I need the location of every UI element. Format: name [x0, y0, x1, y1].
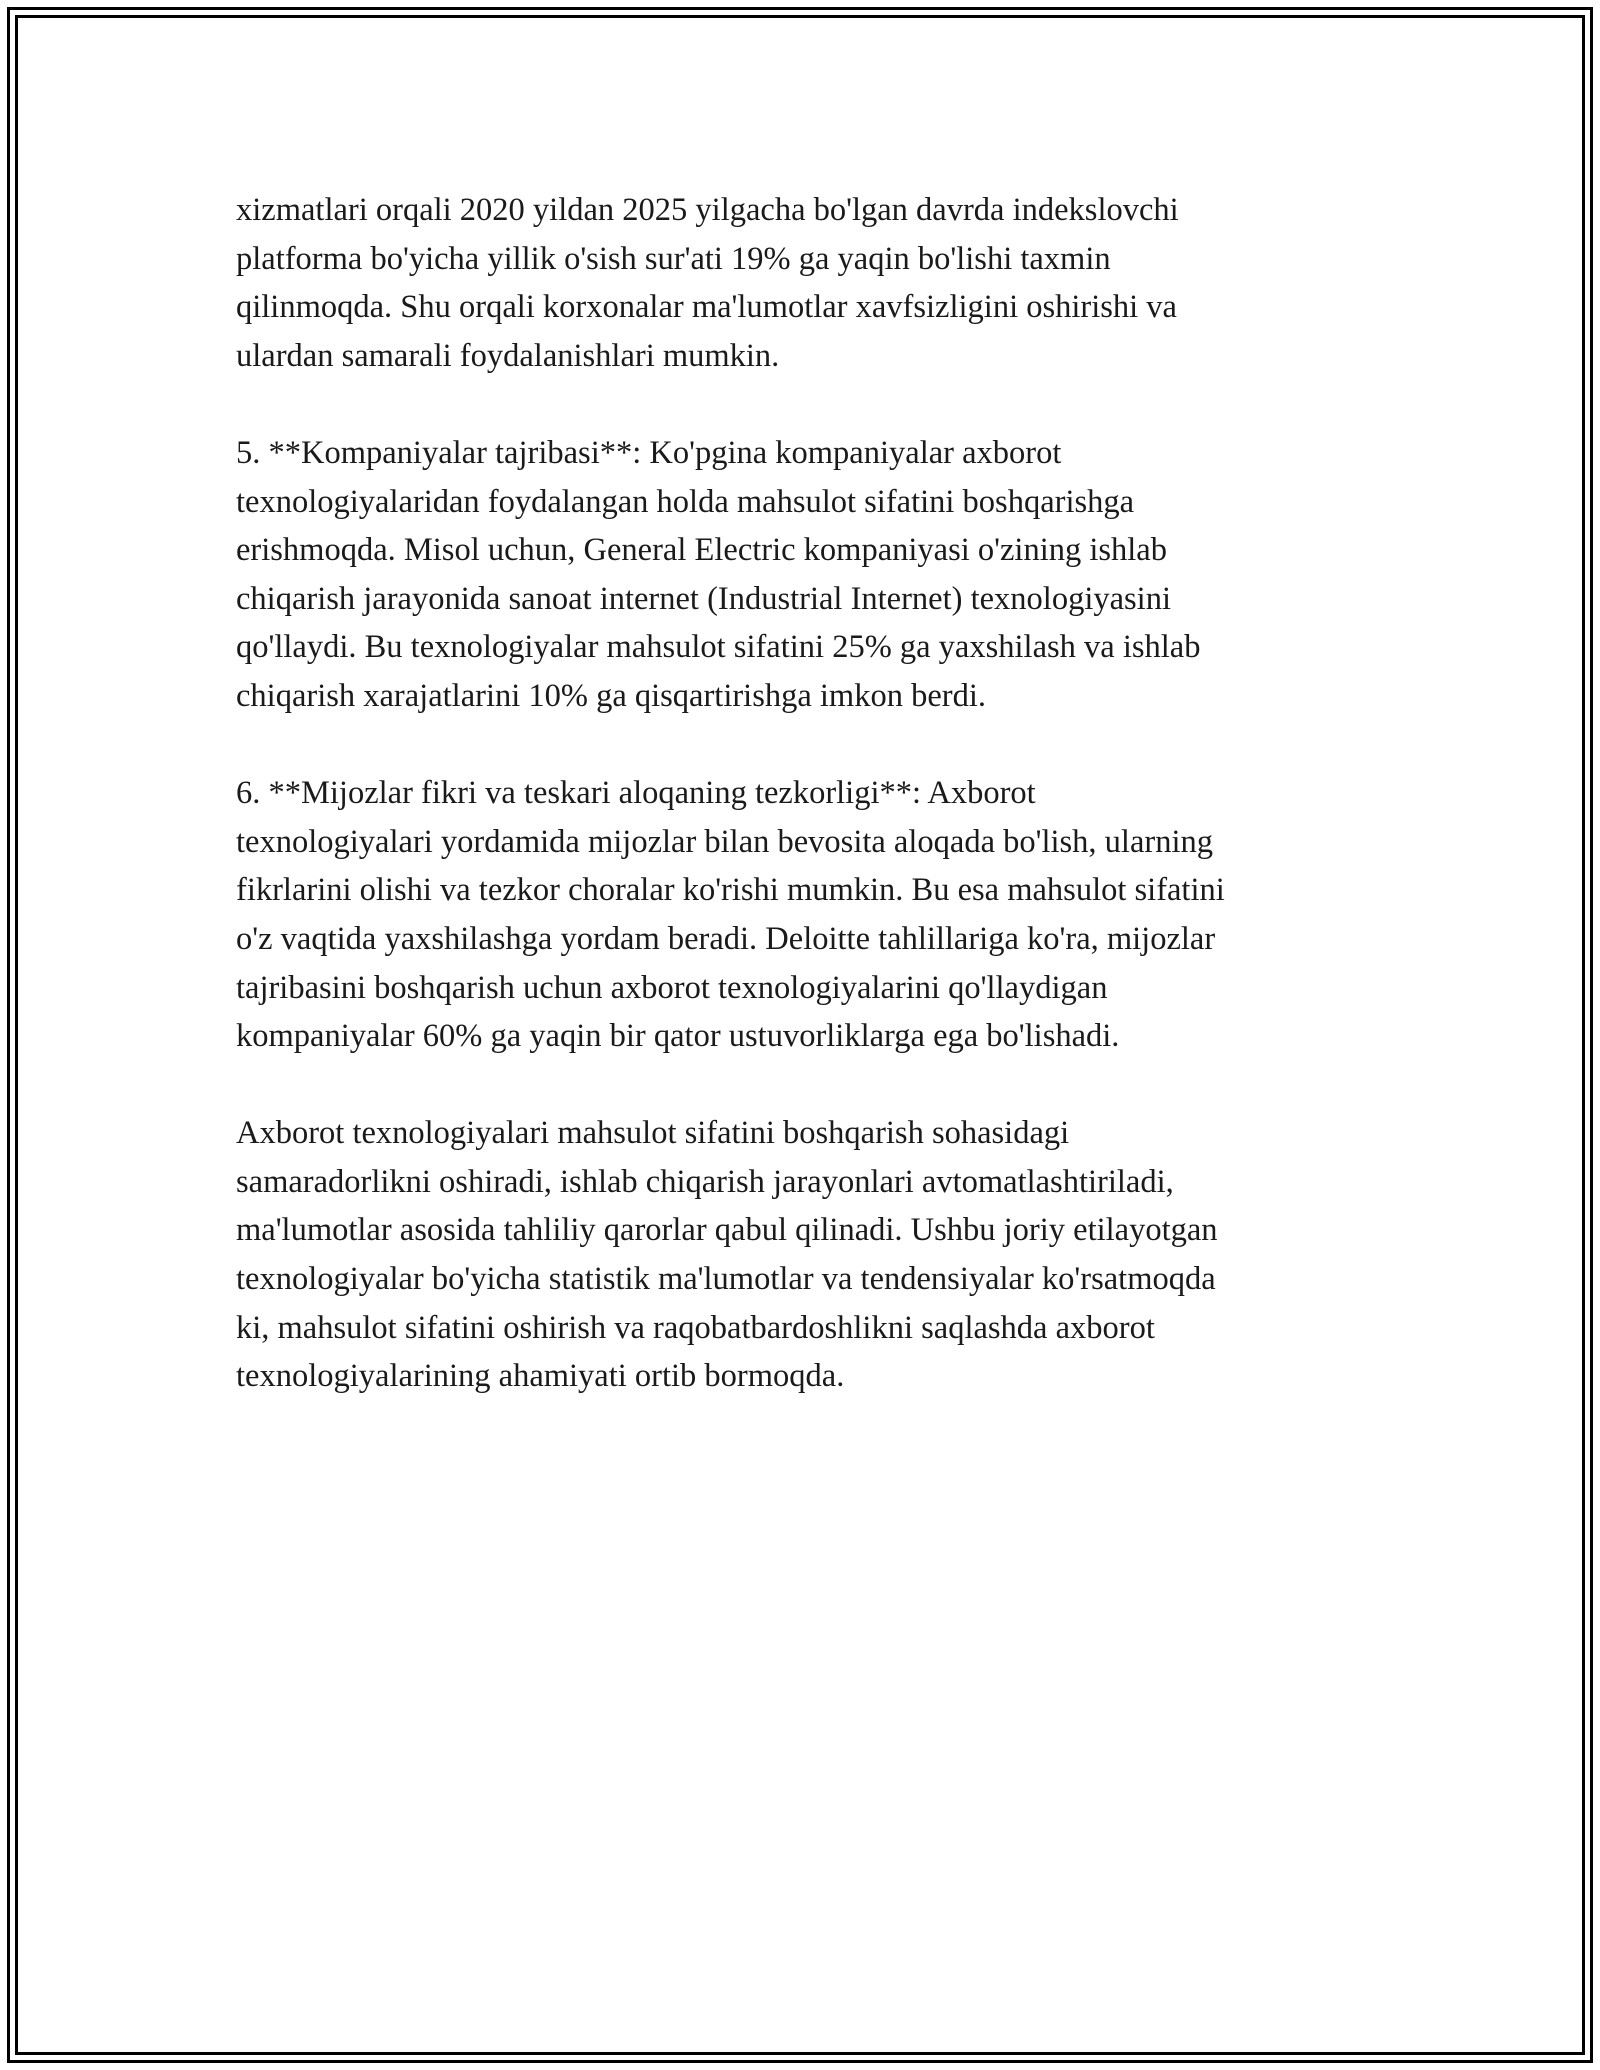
text-line: ki, mahsulot sifatini oshirish va raqobatbardoshlikni saqlashda axborot — [236, 1309, 1155, 1346]
document-body — [236, 186, 1366, 1449]
paragraph-conclusion — [236, 1109, 1366, 1401]
text-line: ulardan samarali foydalanishlari mumkin. — [236, 337, 780, 374]
text-line: 6. **Mijozlar fikri va teskari aloqaning tezkorligi**: Axborot — [236, 775, 1036, 812]
text-line: texnologiyalari yordamida mijozlar bilan bevosita aloqada bo'lish, ularning — [236, 823, 1213, 860]
text-line: xizmatlari orqali 2020 yildan 2025 yilgacha bo'lgan davrda indekslovchi — [236, 192, 1179, 228]
text-line: chiqarish jarayonida sanoat internet (Industrial Internet) texnologiyasini — [236, 580, 1171, 617]
paragraph-intro-continuation — [236, 186, 1366, 380]
text-line: chiqarish xarajatlarini 10% ga qisqartirishga imkon berdi. — [236, 677, 986, 714]
text-line: erishmoqda. Misol uchun, General Electric kompaniyasi o'zining ishlab — [236, 532, 1167, 569]
text-line: 5. **Kompaniyalar tajribasi**: Ko'pgina kompaniyalar axborot — [236, 434, 1062, 471]
text-line: fikrlarini olishi va tezkor choralar ko'rishi mumkin. Bu esa mahsulot sifatini — [236, 872, 1225, 909]
text-line: qilinmoqda. Shu orqali korxonalar ma'lumotlar xavfsizligini oshirishi va — [236, 289, 1177, 326]
text-line: platforma bo'yicha yillik o'sish sur'ati 19% ga yaqin bo'lishi taxmin — [236, 240, 1111, 277]
paragraph-item-6 — [236, 769, 1366, 1061]
text-line: texnologiyalar bo'yicha statistik ma'lumotlar va tendensiyalar ko'rsatmoqda — [236, 1261, 1216, 1298]
text-line: kompaniyalar 60% ga yaqin bir qator ustuvorliklarga ega bo'lishadi. — [236, 1018, 1120, 1055]
text-line: samaradorlikni oshiradi, ishlab chiqarish jarayonlari avtomatlashtiriladi, — [236, 1163, 1174, 1200]
text-line: tajribasini boshqarish uchun axborot texnologiyalarini qo'llaydigan — [236, 969, 1108, 1006]
text-line: ma'lumotlar asosida tahliliy qarorlar qabul qilinadi. Ushbu joriy etilayotgan — [236, 1212, 1218, 1249]
text-line: o'z vaqtida yaxshilashga yordam beradi. Deloitte tahlillariga ko'ra, mijozlar — [236, 920, 1216, 957]
paragraph-item-5 — [236, 429, 1366, 721]
text-line: qo'llaydi. Bu texnologiyalar mahsulot sifatini 25% ga yaxshilash va ishlab — [236, 629, 1201, 666]
text-line: texnologiyalarining ahamiyati ortib bormoqda. — [236, 1358, 845, 1395]
text-line: texnologiyalaridan foydalangan holda mahsulot sifatini boshqarishga — [236, 483, 1135, 520]
text-line: Axborot texnologiyalari mahsulot sifatini boshqarish sohasidagi — [236, 1115, 1070, 1152]
